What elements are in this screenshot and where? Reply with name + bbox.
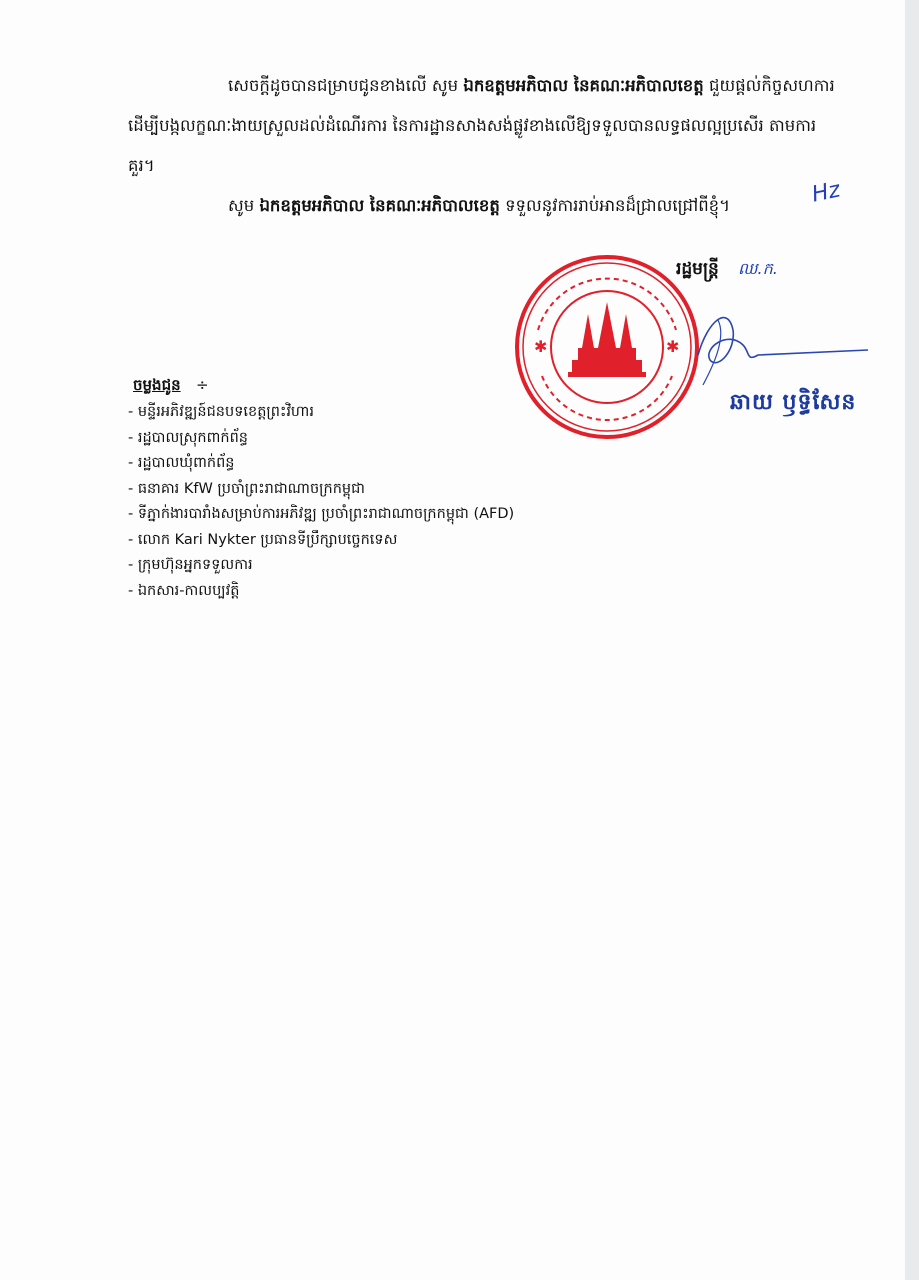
page-edge xyxy=(905,0,919,1280)
addressee-bold-2: ឯកឧត្ដមអភិបាល នៃគណៈអភិបាលខេត្ត xyxy=(259,196,500,215)
signature-icon xyxy=(688,300,888,390)
svg-text:✱: ✱ xyxy=(534,337,548,356)
list-item: - លោក Kari Nykter ប្រធានទីប្រឹក្សាបច្ចេកទេស xyxy=(128,528,514,554)
cc-heading: ចម្លងជូន xyxy=(133,376,181,394)
addressee-bold: ឯកឧត្ដមអភិបាល នៃគណៈអភិបាលខេត្ត xyxy=(463,76,704,95)
official-seal-icon xyxy=(512,252,702,442)
list-item: - ឯកសារ-កាលប្បវត្តិ xyxy=(128,579,514,605)
closing-paragraph: សេចក្ដីដូចបានជម្រាបជូនខាងលើ សូម ឯកឧត្ដមអភិបាល នៃគណៈអភិបាលខេត្ត ជួយផ្ដល់កិច្ចសហការ ដើម្បីបង្កលក្ខណៈងាយស្រួលដល់ដំណើរការ នៃការដ្ឋានសាងសង់ផ្លូវខាងលើឱ្យទទួលបានលទ្ធផលល្អប្រសើរ តាមការគួរ។ xyxy=(128,76,835,175)
signatory-name: ឆាយ ឫទ្ធិសែន xyxy=(730,390,857,415)
signatory-title: រដ្ឋមន្ត្រី xyxy=(676,259,719,279)
cc-list xyxy=(128,400,514,604)
list-item: - ទីភ្នាក់ងារបារាំងសម្រាប់ការអភិវឌ្ឍ ប្រចាំព្រះរាជាណាចក្រកម្ពុជា (AFD) xyxy=(128,502,514,528)
regards-line: សូម ឯកឧត្ដមអភិបាល នៃគណៈអភិបាលខេត្ត ទទួលនូវការរាប់អានដ៏ជ្រាលជ្រៅពីខ្ញុំ។ xyxy=(228,196,731,215)
list-item: - ក្រុមហ៊ុនអ្នកទទួលការ xyxy=(128,553,514,579)
list-item: - ធនាគារ KfW ប្រចាំព្រះរាជាណាចក្រកម្ពុជា xyxy=(128,477,514,503)
cc-divider: ÷ xyxy=(196,376,209,394)
list-item: - មន្ទីរអភិវឌ្ឍន៍ជនបទខេត្តព្រះវិហារ xyxy=(128,400,514,426)
handwritten-abbr: ឈ.ក. xyxy=(738,259,778,278)
handwritten-initials: Hz xyxy=(809,177,843,208)
svg-text:✱: ✱ xyxy=(666,337,680,356)
list-item: - រដ្ឋបាលស្រុកពាក់ព័ន្ធ xyxy=(128,426,514,452)
list-item: - រដ្ឋបាលឃុំពាក់ព័ន្ធ xyxy=(128,451,514,477)
